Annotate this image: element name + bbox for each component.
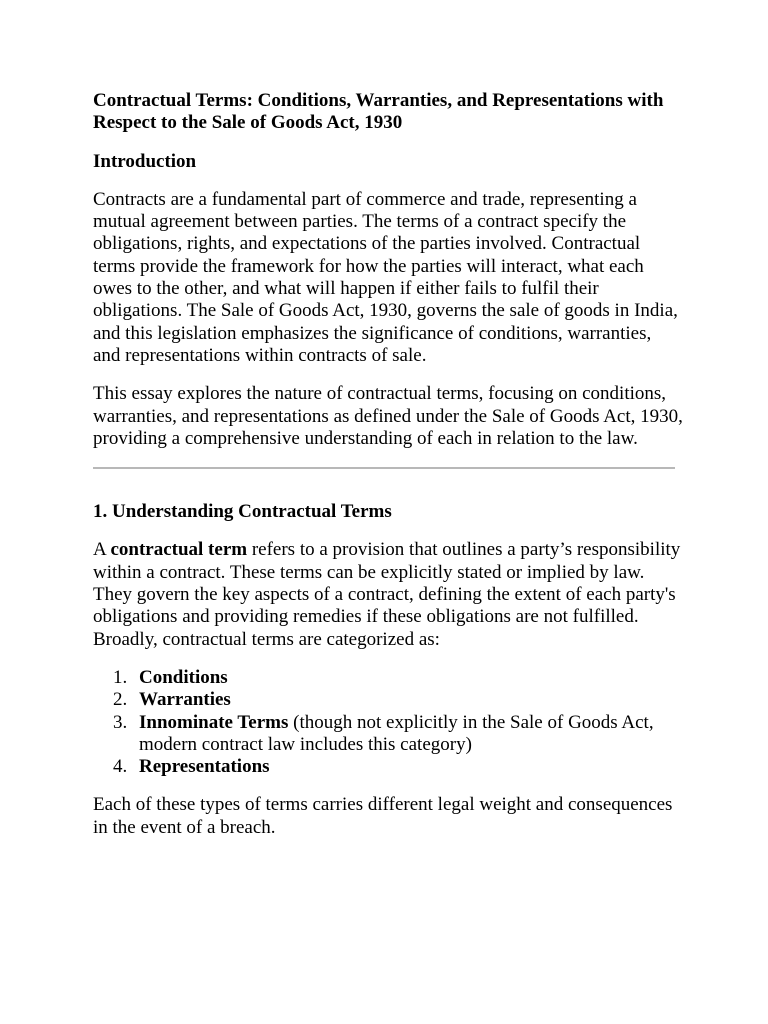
- list-item: [93, 667, 683, 689]
- closing-paragraph: Each of these types of terms carries different legal weight and consequences in the event of a breach.: [93, 794, 673, 838]
- list-item-bold: Representations: [139, 756, 270, 778]
- list-item-bold: Conditions: [139, 666, 228, 688]
- list-number: 1.: [113, 666, 128, 688]
- section-1-heading: 1. Understanding Contractual Terms: [93, 501, 392, 523]
- intro-paragraph-2: This essay explores the nature of contractual terms, focusing on conditions, warranties, and representations as defined under the Sale of Goods Act, 1930, providing a comprehensive understanding of each in relation to the law.: [93, 383, 683, 449]
- document-body: [93, 90, 683, 839]
- term-categories-list: [93, 667, 683, 778]
- list-number: 3.: [113, 711, 128, 733]
- section-1-paragraph: [93, 539, 683, 650]
- list-item-bold: Warranties: [139, 689, 231, 711]
- list-item: [93, 689, 683, 711]
- para-lead-text: A: [93, 539, 111, 561]
- list-number: 4.: [113, 756, 128, 778]
- list-item: [93, 712, 683, 757]
- document-title: Contractual Terms: Conditions, Warranties, and Representations with Respect to the Sale of Goods Act, 1930: [93, 90, 664, 134]
- para-rest-text: refers to a provision that outlines a party’s responsibility within a contract. These terms can be explicitly stated or implied by law. They govern the key aspects of a contract, defining the extent of each party's obligations and providing remedies if these obligations are not fulfilled. Broadly, contractual terms are categorized as:: [93, 539, 681, 650]
- list-number: 2.: [113, 689, 128, 711]
- introduction-heading: Introduction: [93, 150, 197, 172]
- list-item-bold: Innominate Terms: [139, 711, 289, 733]
- list-item: [93, 756, 683, 778]
- section-divider: [93, 467, 675, 469]
- intro-paragraph-1: Contracts are a fundamental part of commerce and trade, representing a mutual agreement between parties. The terms of a contract specify the obligations, rights, and expectations of the parties involved. Contractual terms provide the framework for how the parties will interact, what each owes to the other, and what will happen if either fails to fulfil their obligations. The Sale of Goods Act, 1930, governs the sale of goods in India, and this legislation emphasizes the significance of conditions, warranties, and representations within contracts of sale.: [93, 188, 678, 366]
- list-item-rest: (though not explicitly in the Sale of Goods Act, modern contract law includes this category): [139, 711, 654, 755]
- contractual-term-bold: contractual term: [110, 539, 248, 561]
